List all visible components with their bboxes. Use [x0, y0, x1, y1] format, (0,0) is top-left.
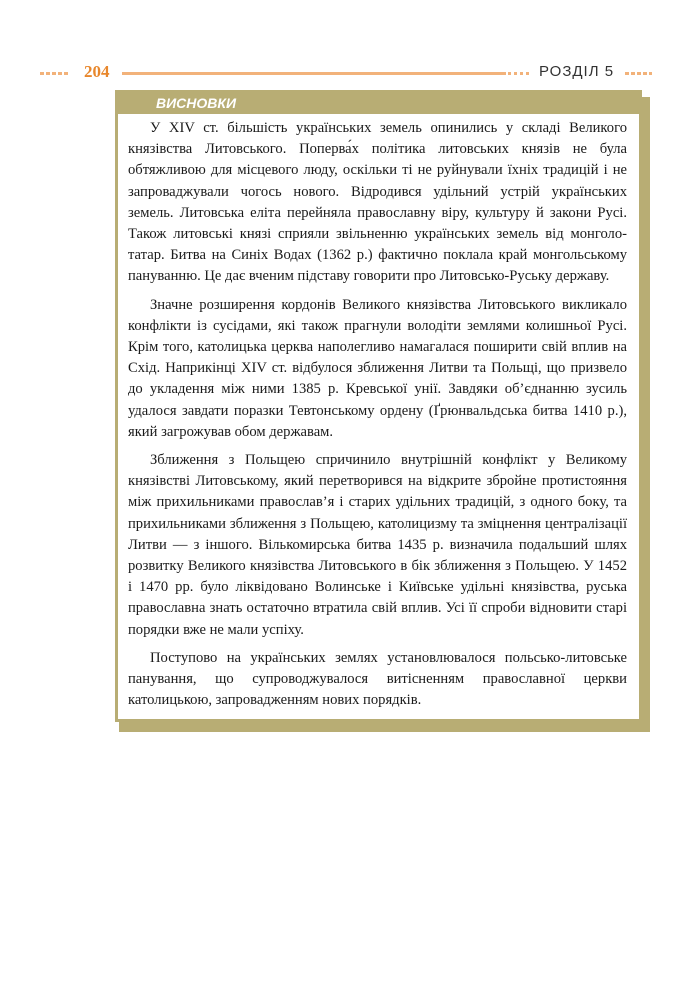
conclusions-box: [115, 90, 642, 722]
page-number: 204: [80, 62, 114, 82]
page-header: [40, 62, 652, 84]
conclusions-title: ВИСНОВКИ: [118, 93, 639, 114]
header-dash-right: [625, 72, 652, 75]
conclusions-body: [118, 114, 639, 711]
header-dash-left: [40, 72, 70, 75]
paragraph-1: У XIV ст. більшість українських земель опинились у складі Великого князівства Литовського. Поперва́х політика литовських князів не була обтяжливою для місцевого люду, оскільки ті не руйнували їхніх традицій і не запроваджували чогось нового. Відродився удільний устрій українських земель. Литовська еліта перейняла православну віру, культуру й закони Русі. Також литовські князі сприяли звільненню українських земель від монголо-татар. Битва на Синіх Водах (1362 р.) фактично поклала край монгольському пануванню. Це дає вченим підставу говорити про Литовсько-Руську державу.: [128, 120, 627, 285]
paragraph-2: Значне розширення кордонів Великого князівства Литовського викликало конфлікти із сусідами, які також прагнули володіти землями колишньої Русі. Крім того, католицька церква наполегливо намагалася поширити свій вплив на Схід. Наприкінці XIV ст. відбулося зближення Литви та Польщі, що призвело до укладення між ними 1385 р. Кревської унії. Завдяки об’єднанню зусиль удалося завдати поразки Тевтонському ордену (Ґрюнвальдська битва 1410 р.), який загрожував обом державам.: [128, 296, 627, 440]
header-rule: [122, 72, 506, 75]
paragraph-3: Зближення з Польщею спричинило внутрішній конфлікт у Великому князівстві Литовському, який перетворився на відкрите збройне протистояння між прихильниками православ’я і старих удільних традицій, з одного боку, та прихильниками зближення з Польщею, католицизму та зміцнення централізації Литви — з іншого. Вількомирська битва 1435 р. визначила подальший шлях розвитку Великого князівства Литовського в бік зближення з Польщею. У 1452 і 1470 рр. було ліквідовано Волинське і Київське удільні князівства, руська православна знать остаточно втратила свій вплив. Усі її спроби відновити старі порядки вже не мали успіху.: [128, 452, 627, 638]
section-title: РОЗДІЛ 5: [535, 63, 618, 80]
paragraph-4: Поступово на українських землях установлювалося польсько-литовське панування, що супроводжувалося витісненням православної церкви католицькою, запровадженням нових порядків.: [128, 649, 627, 709]
header-dash-middle: [508, 72, 532, 75]
